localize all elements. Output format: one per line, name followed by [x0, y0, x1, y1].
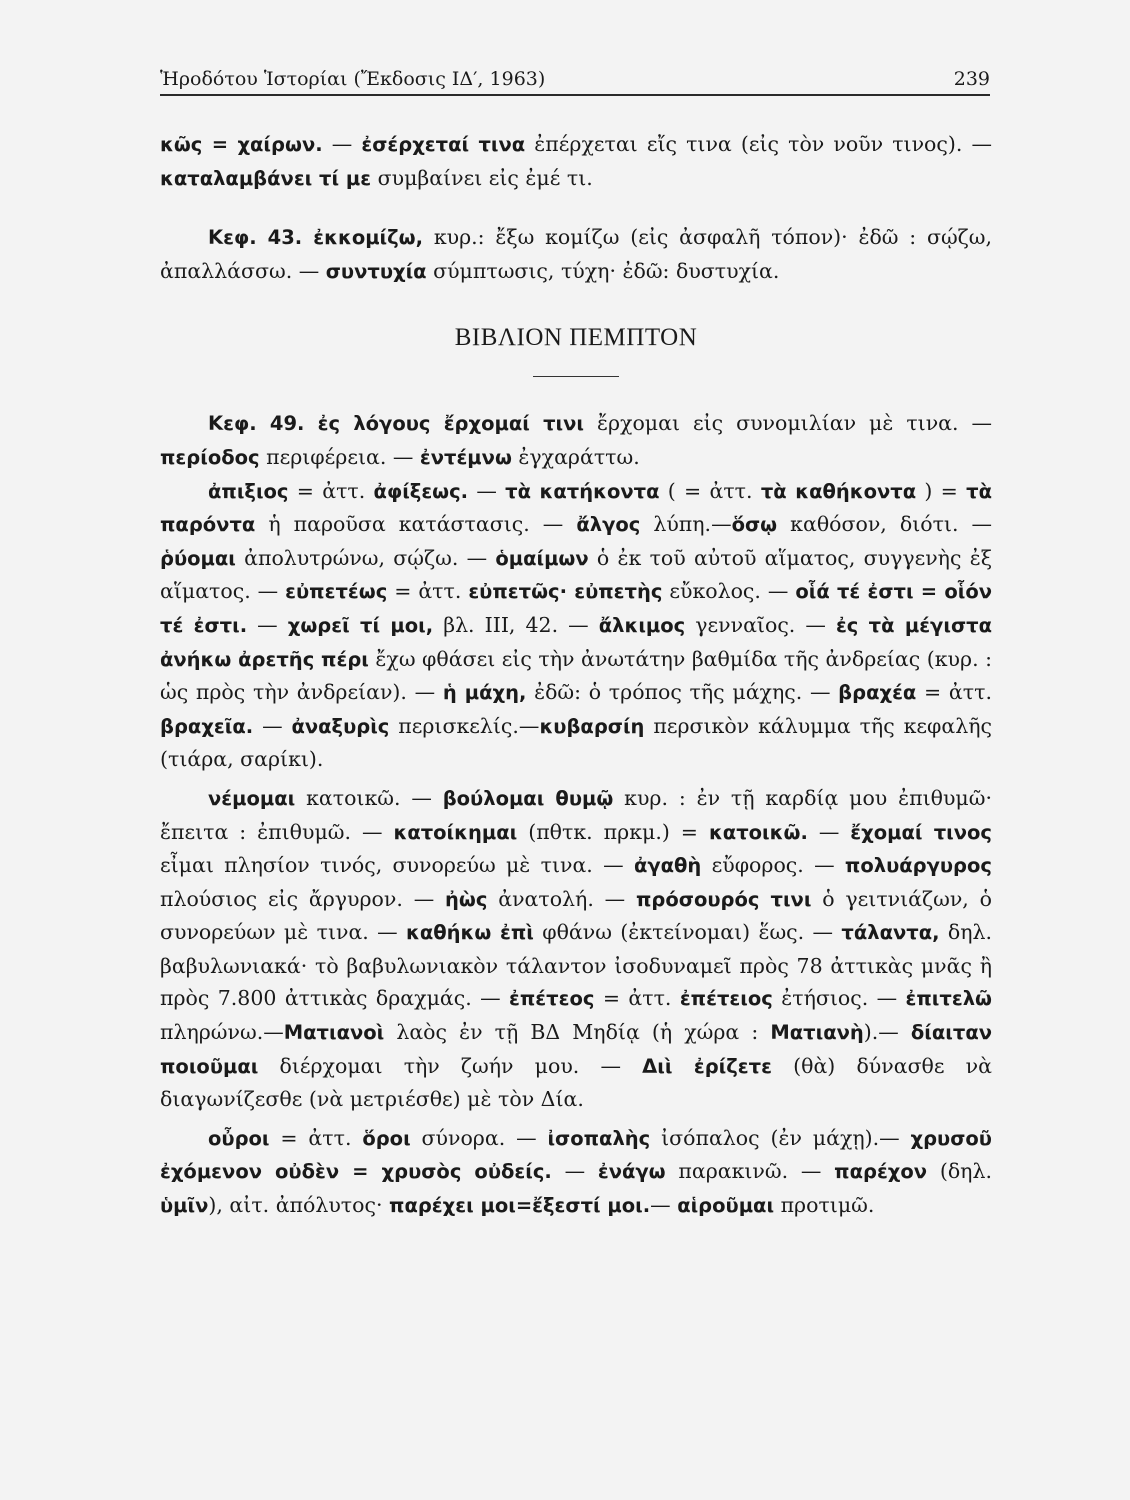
lemma-term: ἄλκιμος	[598, 613, 686, 637]
gloss-text: ἐπέρχεται εἴς τινα (εἰς τὸν νοῦν τινος). —	[525, 132, 992, 156]
gloss-text: πληρώνω.—	[160, 1020, 284, 1045]
gloss-text: λύπη.—	[640, 512, 732, 537]
gloss-text: ἐδῶ: ὁ τρόπος τῆς μάχης. —	[526, 680, 839, 705]
running-header	[160, 58, 990, 96]
gloss-text: —	[468, 478, 506, 503]
paragraph-glosses-1	[160, 475, 992, 776]
gloss-text: γενναῖος. —	[685, 612, 836, 637]
lemma-term: ἐνάγω	[597, 1160, 666, 1184]
lemma-term: κυβαρσίη	[539, 714, 645, 738]
gloss-text: δηλ. βαβυλωνιακά· τὸ βαβυλωνιακὸν τάλαντον ἰσοδυναμεῖ πρὸς 78 ἀττικὰς μνᾶς ἢ πρὸς 7.800 ἀττικὰς δραχμάς. —	[160, 920, 992, 1011]
lemma-term: τὰ κατήκοντα	[505, 479, 660, 503]
lemma-term: Ματιανοὶ	[283, 1021, 385, 1045]
paragraph-glosses-3	[160, 1122, 992, 1223]
lemma-term: ἀναξυρὶς	[291, 714, 390, 738]
paragraph-kef-43	[160, 221, 992, 288]
gloss-text: ὁ ἐκ τοῦ αὐτοῦ αἵματος, συγγενὴς ἐξ αἵματος. —	[160, 545, 992, 604]
gloss-text: ἔρχομαι εἰς συνομιλίαν μὲ τινα. —	[584, 411, 992, 436]
lemma-term: νέμομαι	[208, 786, 296, 810]
gloss-text: = ἀττ.	[269, 1125, 363, 1150]
lemma-term: δίαιταν ποιοῦμαι	[160, 1021, 993, 1078]
lemma-term: περίοδος	[160, 445, 260, 469]
lemma-term: Κεφ. 49. ἐς λόγους ἔρχομαί τινι	[208, 412, 585, 436]
lemma-term: οἷά τέ ἐστι = οἷόν τέ ἐστι.	[160, 580, 993, 637]
gloss-text: ) =	[916, 478, 967, 503]
lemma-term: οὖροι	[208, 1126, 270, 1150]
lemma-term: ἀφίξεως.	[373, 479, 469, 503]
gloss-text: κατοικῶ. —	[295, 785, 443, 810]
paragraph-kef-49	[160, 407, 992, 474]
gloss-text: = ἀττ.	[916, 680, 992, 705]
lemma-term: εὐπετῶς· εὐπετὴς	[468, 580, 663, 604]
gloss-text: ( = ἀττ.	[659, 478, 761, 503]
header-title: Ἡροδότου Ἱστορίαι (Ἔκδοσις ΙΔ′, 1963)	[160, 68, 546, 90]
lemma-term: ὅσῳ	[731, 513, 778, 537]
lemma-term: ἐσέρχεταί τινα	[361, 133, 526, 156]
gloss-text: προτιμῶ.	[774, 1193, 875, 1218]
lemma-term: ἐς τὰ μέγιστα ἀνήκω ἀρετῆς πέρι	[160, 613, 992, 671]
paragraph-1	[160, 128, 992, 195]
gloss-text: = ἀττ.	[387, 579, 469, 604]
gloss-text: ἐγχαράττω.	[511, 444, 640, 469]
lemma-term: Κεφ. 43. ἐκκομίζω,	[208, 226, 424, 250]
lemma-term: πολυάργυρος	[844, 854, 992, 878]
gloss-text: —	[807, 819, 851, 844]
lemma-term: ἐπέτειος	[679, 987, 773, 1011]
gloss-text: πλούσιος εἰς ἄργυρον. —	[160, 886, 446, 911]
lemma-term: ἐπιτελῶ	[905, 987, 992, 1011]
lemma-term: παρέχει μοι=ἔξεστί μοι.	[389, 1194, 651, 1218]
gloss-text: (πθτκ. πρκμ.) =	[517, 819, 709, 844]
lemma-term: πρόσουρός τινι	[635, 887, 812, 911]
gloss-text: παρακινῶ. —	[665, 1159, 835, 1184]
gloss-text: διέρχομαι τὴν ζωήν μου. —	[258, 1053, 643, 1078]
lemma-term: ἰσοπαλὴς	[547, 1126, 651, 1150]
gloss-text: εἶμαι πλησίον τινός, συνορεύω μὲ τινα. —	[160, 853, 634, 878]
gloss-text: ).—	[863, 1020, 911, 1045]
lemma-term: παρέχον	[834, 1160, 928, 1184]
gloss-text: φθάνω (ἐκτείνομαι) ἕως. —	[533, 920, 842, 945]
gloss-text: ἡ παροῦσα κατάστασις. —	[255, 512, 577, 537]
lemma-term: Διὶ ἐρίζετε	[642, 1054, 772, 1078]
lemma-term: χωρεῖ τί μοι,	[287, 613, 434, 637]
gloss-text: κυρ. : ἐν τῇ καρδίᾳ μου ἐπιθυμῶ· ἔπειτα : ἐπιθυμῶ. —	[160, 785, 992, 844]
gloss-text: σύμπτωσις, τύχη· ἐδῶ: δυστυχία.	[426, 258, 780, 283]
heading-rule	[533, 376, 619, 377]
lemma-term: ἠὼς	[445, 887, 488, 911]
gloss-text: καθόσον, διότι. —	[777, 512, 992, 537]
lemma-term: ἔχομαί τινος	[850, 820, 992, 844]
lemma-term: βραχέα	[838, 681, 917, 705]
gloss-text: ), αἰτ. ἀπόλυτος·	[208, 1193, 390, 1218]
gloss-text: ὁ γειτνιάζων, ὁ συνορεύων μὲ τινα. —	[160, 886, 992, 945]
gloss-text: —	[650, 1193, 678, 1218]
gloss-text: = ἀττ.	[594, 986, 680, 1011]
lemma-term: τὰ καθήκοντα	[760, 479, 917, 503]
gloss-text: ἐτήσιος. —	[772, 986, 906, 1011]
lemma-term: ἐντέμνω	[419, 445, 512, 469]
gloss-text: ἀνατολή. —	[487, 886, 636, 911]
gloss-text: (θὰ) δύνασθε νὰ διαγωνίζεσθε (νὰ μετριέσθε) μὲ τὸν Δία.	[160, 1053, 992, 1112]
lemma-term: ἀπιξιος	[208, 479, 289, 503]
gloss-text: εὔκολος. —	[662, 579, 796, 604]
lemma-term: ἡ μάχη,	[442, 681, 527, 705]
lemma-term: κῶς = χαίρων.	[160, 133, 323, 156]
gloss-text: περισκελίς.—	[389, 713, 540, 738]
gloss-text: —	[551, 1159, 598, 1184]
lemma-term: εὐπετέως	[285, 580, 388, 604]
gloss-text: —	[253, 713, 292, 738]
lemma-term: ῥύομαι	[160, 546, 236, 570]
lemma-term: τάλαντα,	[841, 921, 940, 945]
lemma-term: ὅροι	[362, 1126, 411, 1150]
gloss-text: (δηλ.	[927, 1159, 992, 1184]
gloss-text: ἔχω φθάσει εἰς τὴν ἀνωτάτην βαθμίδα τῆς ἀνδρείας (κυρ. : ὡς πρὸς τὴν ἀνδρείαν). —	[160, 646, 993, 705]
lemma-term: ἄλγος	[576, 513, 641, 537]
gloss-text: ἀπολυτρώνω, σῴζω. —	[235, 545, 496, 570]
gloss-text: —	[322, 132, 362, 156]
gloss-text: = ἀττ.	[288, 478, 374, 503]
gloss-text: ἰσόπαλος (ἐν μάχῃ).—	[650, 1125, 911, 1150]
gloss-text: βλ. III, 42. —	[433, 612, 599, 637]
page-number: 239	[953, 68, 990, 90]
book-heading: ΒΙΒΛΙΟΝ ΠΕΜΠΤΟΝ	[454, 324, 698, 352]
lemma-term: ὁμαίμων	[495, 546, 589, 570]
gloss-text: εὔφορος. —	[701, 853, 845, 878]
lemma-term: καταλαμβάνει τί με	[160, 166, 372, 190]
gloss-text: περσικὸν κάλυμμα τῆς κεφαλῆς (τιάρα, σαρίκι).	[160, 713, 992, 772]
lemma-term: ἐπέτεος	[509, 987, 595, 1011]
gloss-text: λαὸς ἐν τῇ ΒΔ Μηδίᾳ (ἡ χώρα :	[384, 1020, 771, 1045]
lemma-term: βραχεῖα.	[160, 714, 254, 738]
paragraph-glosses-2	[160, 782, 992, 1116]
page-content	[160, 128, 992, 1223]
lemma-term: κατοικῶ.	[708, 820, 808, 844]
lemma-term: ὑμῖν	[160, 1194, 209, 1218]
lemma-term: καθήκω ἐπὶ	[406, 921, 534, 945]
gloss-text: σύνορα. —	[410, 1125, 548, 1150]
lemma-term: βούλομαι θυμῷ	[442, 786, 614, 810]
lemma-term: Ματιανὴ	[770, 1021, 864, 1045]
lemma-term: συντυχία	[325, 259, 427, 283]
gloss-text: κυρ.: ἔξω κομίζω (εἰς ἀσφαλῆ τόπον)· ἐδῶ : σῴζω, ἀπαλλάσσω. —	[160, 225, 992, 283]
lemma-term: χρυσοῦ ἐχόμενον οὐδὲν = χρυσὸς οὐδείς.	[160, 1126, 992, 1184]
gloss-text: περιφέρεια. —	[259, 444, 420, 469]
gloss-text: συμβαίνει εἰς ἐμέ τι.	[371, 165, 593, 190]
lemma-term: ἀγαθὴ	[633, 854, 702, 878]
gloss-text: —	[247, 612, 288, 637]
lemma-term: τὰ παρόντα	[160, 479, 992, 537]
lemma-term: κατοίκημαι	[393, 820, 518, 844]
lemma-term: αἱροῦμαι	[677, 1194, 775, 1218]
